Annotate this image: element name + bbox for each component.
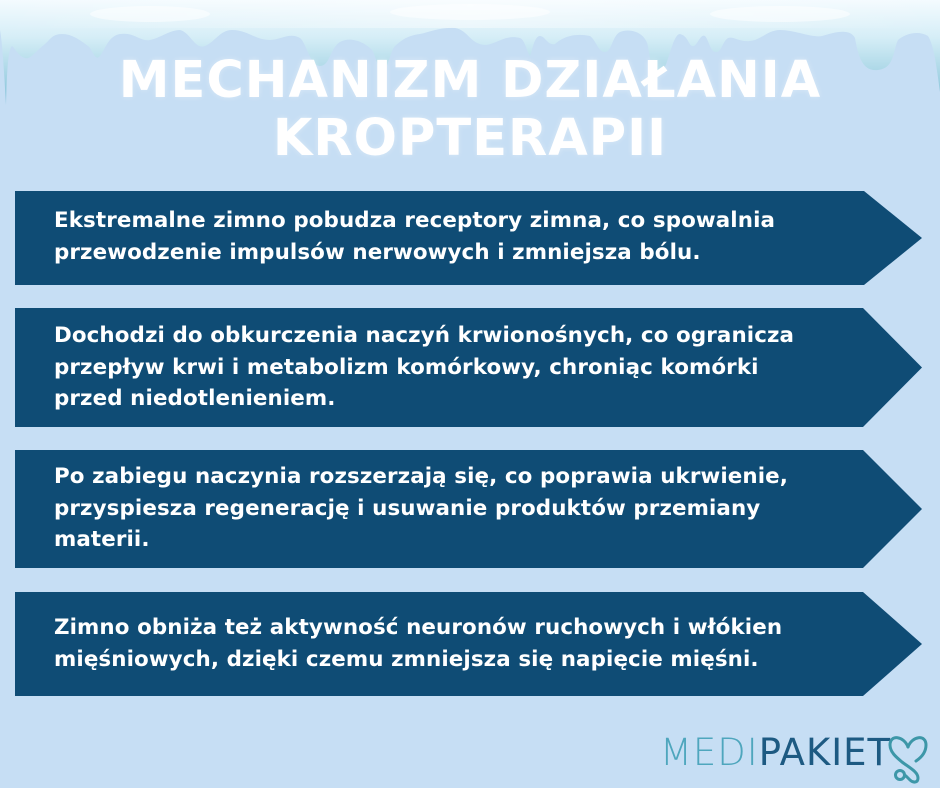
heart-stethoscope-icon xyxy=(886,730,930,786)
card-line: przed niedotlenieniem. xyxy=(54,386,336,411)
card-line: Zimno obniża też aktywność neuronów ruchowych i włókien xyxy=(54,615,783,640)
page-title xyxy=(0,52,940,168)
card-text xyxy=(54,320,922,415)
card-line: przyspiesza regenerację i usuwanie produktów przemiany xyxy=(54,495,761,521)
card-line: przewodzenie impulsów nerwowych i zmniejsza bólu. xyxy=(54,239,701,265)
card-line: przepływ krwi i metabolizm komórkowy, chroniąc komórki xyxy=(54,354,759,380)
title-line-1: MECHANIZM DZIAŁANIA xyxy=(118,51,822,110)
title-line-2: KROPTERAPII xyxy=(272,109,668,168)
card-line: Po zabiegu naczynia rozszerzają się, co poprawia ukrwienie, xyxy=(54,464,788,489)
card-line: Dochodzi do obkurczenia naczyń krwionośnych, co ogranicza xyxy=(54,323,795,348)
logo-text-pakiet: PAKIET xyxy=(758,731,892,774)
mechanism-card-1 xyxy=(15,191,922,285)
logo-text-medi: MEDI xyxy=(660,731,759,774)
card-text xyxy=(54,205,922,268)
card-line: mięśniowych, dzięki czemu zmniejsza się napięcie mięśni. xyxy=(54,646,759,672)
mechanism-card-2 xyxy=(15,308,922,427)
mechanism-card-3 xyxy=(15,450,922,568)
card-text xyxy=(54,612,922,675)
mechanism-card-4 xyxy=(15,592,922,696)
card-line: materii. xyxy=(54,527,150,552)
card-text xyxy=(54,461,922,556)
card-line: Ekstremalne zimno pobudza receptory zimna, co spowalnia xyxy=(54,208,776,233)
medipakiet-logo xyxy=(660,728,891,778)
